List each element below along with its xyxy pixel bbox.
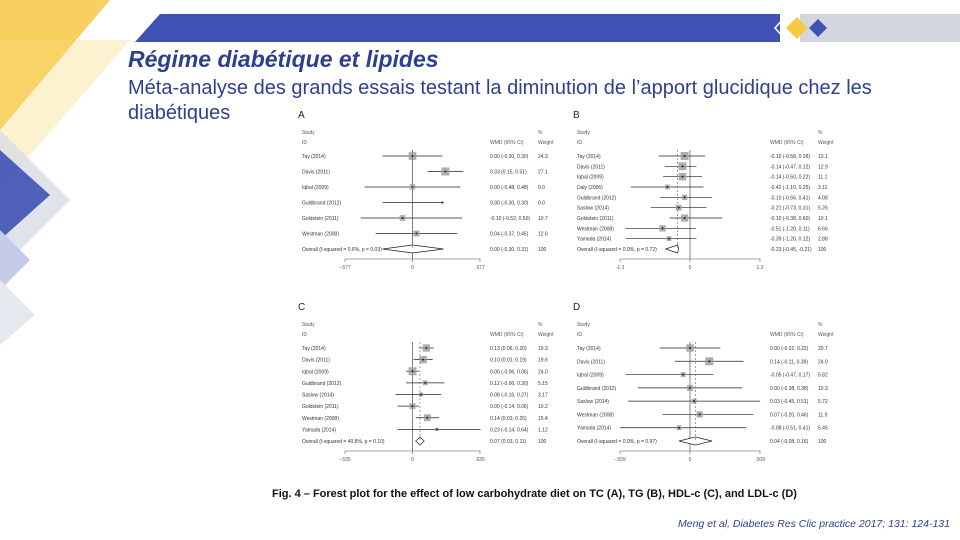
x-tick-label: -.677 [339, 265, 351, 271]
x-tick-label: -.635 [339, 457, 351, 463]
point-estimate [415, 233, 417, 235]
wmd-value: 0.00 (-0.14, 0.06) [490, 404, 529, 411]
wmd-value: 0.04 (-0.37, 0.45) [490, 231, 529, 238]
weight-value: 4.08 [818, 195, 828, 202]
point-estimate [422, 359, 424, 361]
study-label: Yamada (2014) [577, 236, 612, 243]
weight-value: 20.7 [818, 346, 828, 352]
weight-value: 3.11 [818, 185, 828, 191]
wmd-value: -0.42 (-1.10, 0.25) [770, 185, 811, 191]
x-tick-label: .677 [475, 265, 485, 271]
weight-value: 10.3 [818, 385, 828, 392]
panel-letter: D [573, 302, 581, 313]
point-estimate [681, 176, 683, 178]
study-label: Iqbal (2009) [577, 372, 604, 379]
wmd-value: 0.30 (-0.30, 0.30) [490, 200, 529, 207]
x-tick-label: 0 [688, 265, 692, 271]
study-label: Tay (2014) [577, 346, 601, 352]
overall-weight-value: 100 [538, 247, 547, 253]
slide-title: Régime diabétique et lipides [128, 46, 439, 72]
forest-panel-b [565, 104, 840, 289]
header-id: ID [577, 332, 582, 338]
overall-label: Overall (I-squared = 0.6%, p = 0.03) [302, 247, 382, 253]
point-estimate [441, 202, 443, 204]
wmd-value: 0.00 (-0.22, 0.22) [770, 346, 809, 352]
study-label: Goldstein (2011) [302, 404, 339, 411]
header-wmd: WMD (95% CI) [770, 332, 804, 338]
point-estimate [444, 171, 446, 173]
weight-value: 12.6 [538, 231, 548, 238]
wmd-value: -0.21 (-0.73, 0.31) [770, 205, 811, 212]
weight-value: 27.1 [538, 169, 548, 176]
study-label: Guldbrand (2012) [302, 200, 342, 207]
wmd-value: 0.12 (-0.06, 0.30) [490, 380, 529, 387]
weight-value: 24.3 [538, 154, 548, 160]
point-estimate [681, 165, 683, 167]
study-label: Davis (2011) [577, 164, 605, 171]
x-tick-label: 1.3 [756, 265, 764, 271]
x-tick-label: -1.3 [615, 265, 625, 271]
study-label: Westman (2008) [302, 231, 339, 238]
point-estimate [693, 400, 695, 402]
point-estimate [699, 413, 701, 415]
header-study: Study [302, 322, 315, 328]
overall-weight-value: 100 [818, 439, 827, 445]
wmd-value: 0.00 (-0.38, 0.38) [770, 385, 809, 392]
study-label: Saslow (2014) [577, 399, 609, 406]
header-weight: Weight [818, 332, 834, 338]
weight-value: 10.2 [538, 404, 548, 411]
wmd-value: -0.14 (-0.50, 0.22) [770, 174, 811, 181]
point-estimate [402, 217, 404, 219]
weight-value: 12.9 [818, 164, 828, 171]
point-estimate [666, 186, 668, 188]
point-estimate [412, 370, 414, 372]
wmd-value: -0.10 (-0.58, 0.28) [770, 154, 811, 160]
study-label: Davis (2011) [302, 169, 330, 176]
weight-value: 9.0 [538, 185, 545, 191]
wmd-value: 0.14 (0.03, 0.25) [490, 415, 527, 422]
header-pct: % [538, 130, 543, 136]
study-label: Saslow (2014) [577, 205, 609, 212]
header-id: ID [302, 332, 307, 338]
point-estimate [689, 387, 691, 389]
weight-value: 6.66 [818, 226, 828, 233]
wmd-value: 0.14 (-0.11, 0.39) [770, 359, 808, 366]
forest-panel-d [565, 296, 840, 481]
weight-value: 11.1 [818, 174, 828, 181]
point-estimate [420, 394, 422, 396]
point-estimate [684, 196, 686, 198]
header-study: Study [577, 322, 590, 328]
study-label: Westman (2008) [577, 412, 614, 419]
forest-panel-c [290, 296, 560, 481]
x-tick-label: .509 [755, 457, 765, 463]
weight-value: 10.7 [538, 216, 548, 222]
x-tick-label: 0 [688, 457, 692, 463]
weight-value: 5.82 [818, 372, 828, 379]
wmd-value: 0.10 (0.01, 0.19) [490, 357, 527, 364]
overall-label: Overall (I-squared = 40.8%, p = 0.10) [302, 439, 385, 445]
study-label: Daly (2006) [577, 185, 603, 191]
wmd-value: 0.00 (-0.48, 0.48) [490, 185, 529, 191]
header-pct: % [538, 322, 543, 328]
wmd-value: 0.08 (-0.16, 0.27) [490, 392, 529, 399]
weight-value: 19.6 [538, 357, 548, 364]
weight-value: 24.0 [538, 369, 548, 376]
figure-caption: Fig. 4 – Forest plot for the effect of low carbohydrate diet on TC (A), TG (B), HDL-c (C), and LDL-c (D) [272, 488, 797, 500]
wmd-value: 0.00 (-0.30, 0.30) [490, 154, 529, 160]
weight-value: 5.45 [818, 425, 828, 432]
panel-letter: A [298, 110, 305, 121]
overall-wmd-value: 0.00 (-0.30, 0.31) [490, 247, 529, 253]
point-estimate [708, 360, 710, 362]
weight-value: 19.3 [538, 346, 548, 352]
point-estimate [668, 238, 670, 240]
study-label: Yamada (2014) [302, 427, 337, 434]
wmd-value: -0.51 (-1.20, 0.11) [770, 226, 810, 233]
weight-value: 5.15 [538, 380, 548, 387]
overall-label: Overall (I-squared = 0.0%, p = 0.97) [577, 439, 657, 445]
header-weight: Weight [538, 140, 554, 146]
header-wmd: WMD (95% CI) [770, 140, 804, 146]
study-label: Tay (2014) [302, 154, 326, 160]
header-pct: % [818, 130, 823, 136]
forest-panel-a [290, 104, 560, 289]
header-wmd: WMD (95% CI) [490, 332, 524, 338]
weight-value: 2.88 [818, 236, 828, 243]
weight-value: 15.4 [538, 415, 548, 422]
wmd-value: -0.10 (-0.56, 0.41) [770, 195, 811, 202]
x-tick-label: 0 [411, 457, 414, 463]
wmd-value: 0.23 (-0.14, 0.64) [490, 427, 529, 434]
x-tick-label: .635 [475, 457, 485, 463]
study-label: Iqbal (2009) [302, 369, 329, 376]
point-estimate [662, 227, 664, 229]
study-label: Goldstein (2011) [577, 216, 614, 222]
header-id: ID [302, 140, 307, 146]
study-label: Tay (2014) [302, 346, 326, 352]
study-label: Davis (2011) [302, 357, 330, 364]
study-label: Guldbrand (2012) [302, 380, 342, 387]
study-label: Iqbal (2009) [302, 185, 329, 191]
study-label: Tay (2014) [577, 154, 601, 160]
header-study: Study [577, 130, 590, 136]
study-label: Guldbrand (2012) [577, 385, 617, 392]
panel-background [290, 296, 560, 481]
overall-wmd-value: 0.04 (-0.08, 0.16) [770, 439, 809, 445]
point-estimate [425, 347, 427, 349]
point-estimate [412, 405, 414, 407]
point-estimate [689, 347, 691, 349]
overall-wmd-value: -0.23 (-0.45, -0.21) [770, 247, 812, 253]
weight-value: 11.9 [818, 412, 828, 419]
point-estimate [678, 207, 680, 209]
wmd-value: -0.10 (-0.38, 0.60) [770, 216, 811, 222]
weight-value: 5.72 [818, 399, 828, 406]
weight-value: 5.26 [818, 205, 828, 212]
x-tick-label: 0 [411, 265, 414, 271]
title-bar-left-cap [135, 14, 160, 42]
header-wmd: WMD (95% CI) [490, 140, 524, 146]
x-tick-label: -.509 [614, 457, 626, 463]
study-label: Westman (2008) [577, 226, 614, 233]
weight-value: 1.12 [538, 427, 548, 434]
overall-weight-value: 100 [538, 439, 547, 445]
wmd-value: 0.00 (-0.06, 0.06) [490, 369, 529, 376]
overall-wmd-value: 0.07 (0.03, 0.11) [490, 439, 527, 445]
study-label: Saslow (2014) [302, 392, 334, 399]
deco-gray-triangle [0, 280, 35, 345]
wmd-value: -0.10 (-0.52, 0.50) [490, 216, 531, 222]
header-study: Study [302, 130, 315, 136]
study-label: Westman (2008) [302, 415, 339, 422]
point-estimate [684, 155, 686, 157]
header-weight: Weight [818, 140, 834, 146]
point-estimate [678, 427, 680, 429]
forest-plot-figure [290, 104, 840, 484]
wmd-value: -0.05 (-0.47, 0.17) [770, 372, 811, 379]
panel-background [290, 104, 560, 289]
overall-weight-value: 100 [818, 247, 827, 253]
header-id: ID [577, 140, 582, 146]
weight-value: 13.1 [818, 154, 828, 160]
study-label: Yamada (2014) [577, 425, 612, 432]
study-label: Guldbrand (2012) [577, 195, 617, 202]
point-estimate [426, 417, 428, 419]
wmd-value: -0.39 (-1.20, 0.12) [770, 236, 811, 243]
wmd-value: 0.03 (-0.45, 0.51) [770, 399, 809, 406]
panel-letter: C [298, 302, 306, 313]
citation: Meng et al, Diabetes Res Clic practice 2017; 131: 124-131 [678, 518, 950, 530]
point-estimate [684, 217, 686, 219]
wmd-value: 0.07 (-0.20, 0.46) [770, 412, 809, 419]
overall-label: Overall (I-squared = 0.0%, p = 0.72) [577, 247, 657, 253]
weight-value: 24.9 [818, 359, 828, 366]
header-pct: % [818, 322, 823, 328]
slide-subtitle: Méta-analyse des grands essais testant la diminution de l’apport glucidique chez les diabétiques [128, 77, 872, 124]
panel-letter: B [573, 110, 580, 121]
point-estimate [424, 382, 426, 384]
point-estimate [436, 428, 438, 430]
wmd-value: -0.14 (-0.47, 0.12) [770, 164, 811, 171]
study-label: Davis (2011) [577, 359, 605, 366]
title-bar [160, 14, 780, 42]
weight-value: 3.17 [538, 392, 548, 399]
weight-value: 10.1 [818, 216, 828, 222]
point-estimate [682, 374, 684, 376]
study-label: Goldstein (2011) [302, 216, 339, 222]
header-weight: Weight [538, 332, 554, 338]
weight-value: 0.0 [538, 200, 545, 207]
study-label: Iqbal (2009) [577, 174, 604, 181]
wmd-value: 0.13 (0.06, 0.20) [490, 346, 527, 352]
wmd-value: 0.33 (0.15, 0.51) [490, 169, 527, 176]
wmd-value: -0.08 (-0.51, 0.41) [770, 425, 811, 432]
